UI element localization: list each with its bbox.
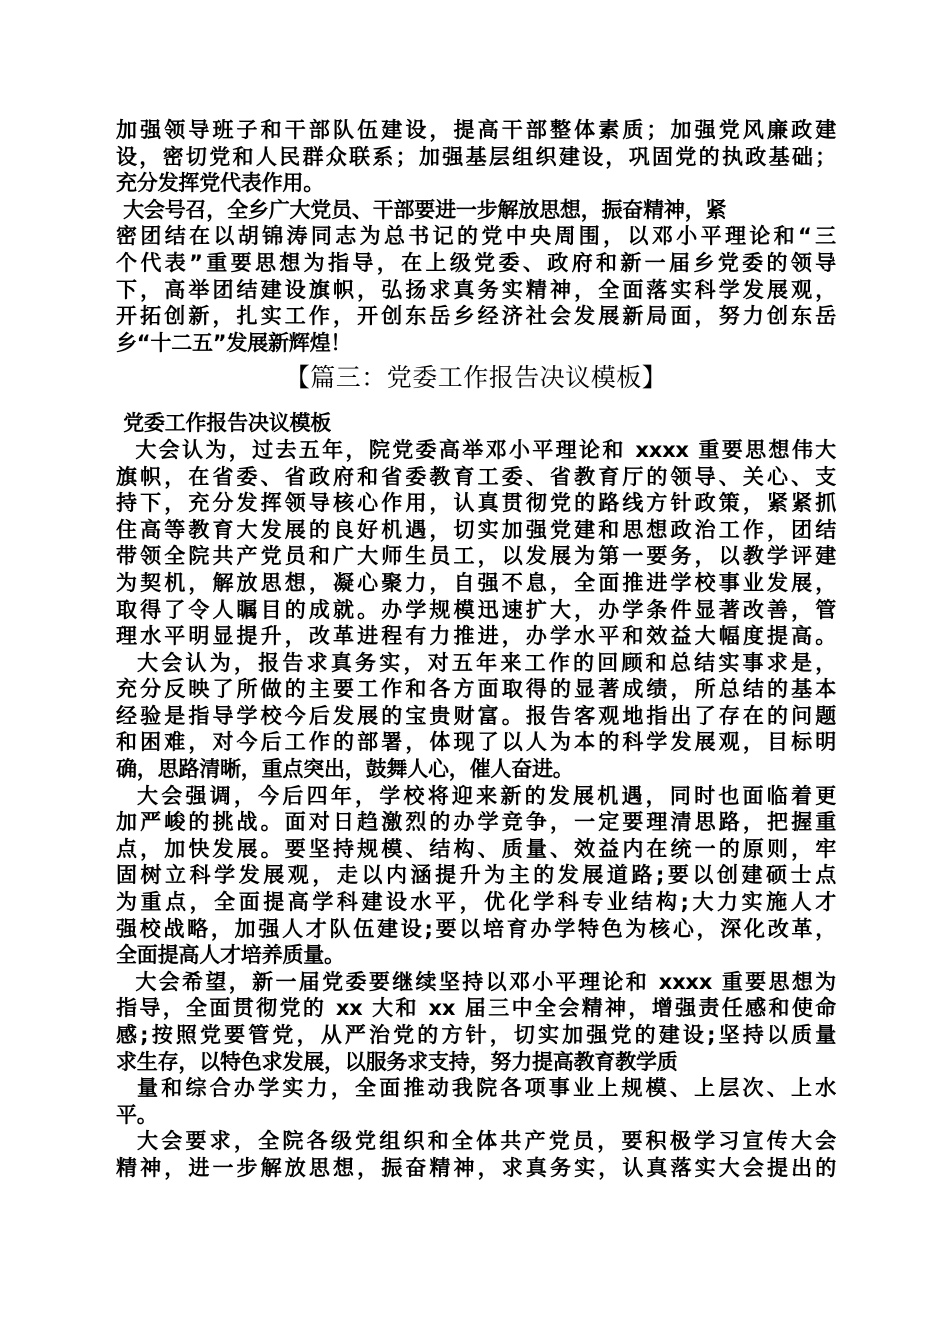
text-line: 量和综合办学实力，全面推动我院各项事业上规模、上层次、上水 bbox=[116, 1076, 836, 1101]
text-line: 旗帜，在省委、省政府和省委教育工委、省教育厅的领导、关心、支 bbox=[116, 464, 836, 489]
intro-paragraphs bbox=[116, 117, 836, 356]
text-line: 大会认为，报告求真务实，对五年来工作的回顾和总结实事求是， bbox=[116, 650, 836, 675]
text-line: 住高等教育大发展的良好机遇，切实加强党建和思想政治工作，团结 bbox=[116, 517, 836, 542]
text-line: 充分发挥党代表作用。 bbox=[116, 171, 324, 196]
text-line: 大会强调，今后四年，学校将迎来新的发展机遇，同时也面临着更 bbox=[116, 783, 836, 808]
text-line: 大会认为，过去五年，院党委高举邓小平理论和 xxxx 重要思想伟大 bbox=[116, 437, 836, 462]
text-line: 乡“十二五”发展新辉煌！ bbox=[116, 330, 352, 355]
text-line: 取得了令人瞩目的成就。办学规模迅速扩大，办学条件显著改善，管 bbox=[116, 597, 836, 622]
text-line: 加强领导班子和干部队伍建设，提高干部整体素质；加强党风廉政建 bbox=[116, 118, 836, 142]
text-line: 加严峻的挑战。面对日趋激烈的办学竞争，一定要理清思路，把握重 bbox=[116, 810, 836, 835]
text-line: 充分反映了所做的主要工作和各方面取得的显著成绩，所总结的基本 bbox=[116, 677, 836, 702]
text-line: 大会希望，新一届党委要继续坚持以邓小平理论和 xxxx 重要思想为 bbox=[116, 969, 836, 994]
text-line: 带领全院共产党员和广大师生员工，以发展为第一要务，以教学评建 bbox=[116, 544, 836, 569]
text-line: 经验是指导学校今后发展的宝贵财富。报告客观地指出了存在的问题 bbox=[116, 703, 836, 728]
text-line: 密团结在以胡锦涛同志为总书记的党中央周围，以邓小平理论和“三 bbox=[116, 224, 836, 249]
text-line: 固树立科学发展观，走以内涵提升为主的发展道路;要以创建硕士点 bbox=[116, 863, 836, 888]
text-line: 大会要求，全院各级党组织和全体共产党员，要积极学习宣传大会 bbox=[116, 1129, 836, 1154]
text-line: 全面提高人才培养质量。 bbox=[116, 943, 345, 968]
text-line: 求生存，以特色求发展，以服务求支持，努力提高教育教学质 bbox=[116, 1049, 678, 1074]
section-title: 【篇三：党委工作报告决议模板】 bbox=[284, 363, 668, 393]
text-line: 强校战略，加强人才队伍建设;要以培育办学特色为核心，深化改革， bbox=[116, 916, 836, 941]
text-line: 平。 bbox=[116, 1102, 158, 1127]
text-line: 设，密切党和人民群众联系；加强基层组织建设，巩固党的执政基础； bbox=[116, 144, 836, 169]
text-line: 指导，全面贯彻党的 xx 大和 xx 届三中全会精神，增强责任感和使命 bbox=[116, 996, 836, 1021]
text-line: 确，思路清晰，重点突出，鼓舞人心，催人奋进。 bbox=[116, 757, 574, 782]
text-line: 理水平明显提升，改革进程有力推进，办学水平和效益大幅度提高。 bbox=[116, 624, 836, 649]
text-line: 个代表”重要思想为指导，在上级党委、政府和新一届乡党委的领导 bbox=[116, 250, 836, 275]
document-content bbox=[116, 117, 836, 1182]
text-line: 精神，进一步解放思想，振奋精神，求真务实，认真落实大会提出的 bbox=[116, 1155, 836, 1180]
text-line: 感;按照党要管党，从严治党的方针，切实加强党的建设;坚持以质量 bbox=[116, 1023, 836, 1047]
body-paragraphs bbox=[116, 410, 836, 1181]
text-line: 大会号召，全乡广大党员、干部要进一步解放思想，振奋精神，紧 bbox=[116, 197, 727, 222]
text-line: 持下，充分发挥领导核心作用，认真贯彻党的路线方针政策，紧紧抓 bbox=[116, 491, 836, 516]
text-line: 开拓创新，扎实工作，开创东岳乡经济社会发展新局面，努力创东岳 bbox=[116, 304, 836, 329]
text-line: 和困难，对今后工作的部署，体现了以人为本的科学发展观，目标明 bbox=[116, 730, 836, 755]
text-line: 为契机，解放思想，凝心聚力，自强不息，全面推进学校事业发展， bbox=[116, 570, 836, 595]
text-line: 点，加快发展。要坚持规模、结构、质量、效益内在统一的原则，牢 bbox=[116, 836, 836, 861]
text-line: 下，高举团结建设旗帜，弘扬求真务实精神，全面落实科学发展观， bbox=[116, 277, 836, 302]
text-line: 党委工作报告决议模板 bbox=[116, 411, 332, 436]
text-line: 为重点，全面提高学科建设水平，优化学科专业结构;大力实施人才 bbox=[116, 890, 836, 915]
